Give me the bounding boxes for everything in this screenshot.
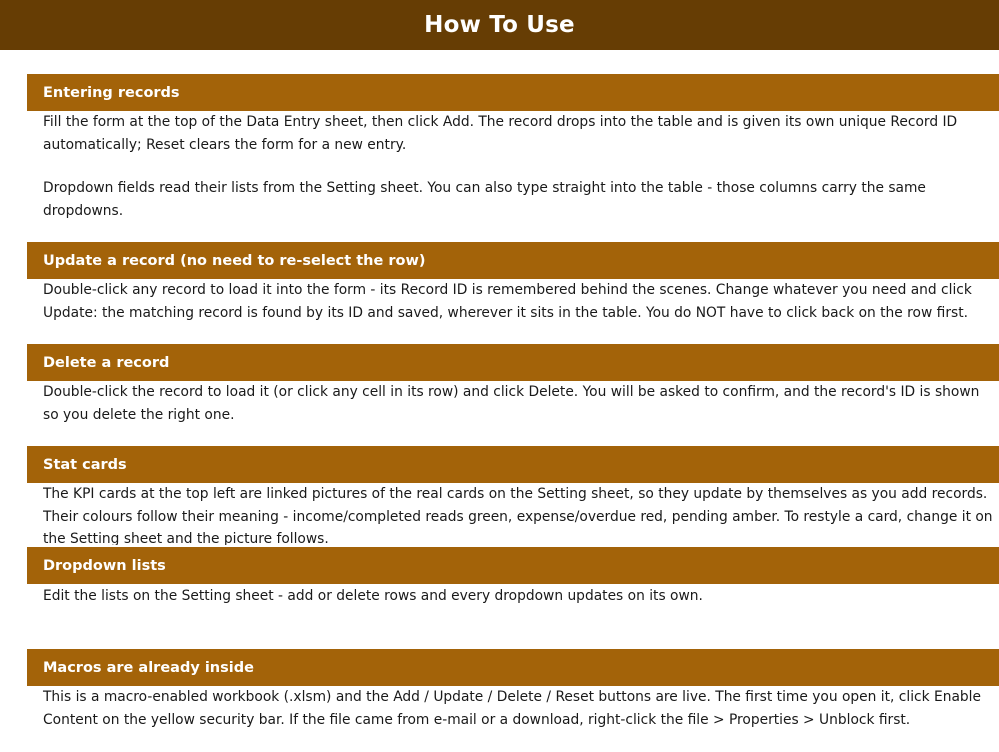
section-header-macros: Macros are already inside [27, 649, 999, 686]
entering-records-text-2: Dropdown fields read their lists from the Setting sheet. You can also type straight into the table - those columns carry the same dropdowns. [43, 180, 926, 219]
page-title: How To Use [0, 0, 999, 50]
update-record-text: Double-click any record to load it into the form - its Record ID is remembered behind the scenes. Change whatever you need and click Update: the matching record is found by its ID and saved, wherever it sits in the table. You do NOT have to click back on the row first. [43, 282, 972, 321]
section-header-delete-record: Delete a record [27, 344, 999, 381]
section-header-entering-records: Entering records [27, 74, 999, 111]
stat-cards-text: The KPI cards at the top left are linked pictures of the real cards on the Setting sheet, so they update by themselves as you add records. Their colours follow their meaning - income/completed reads green, expense/overdue red, pending amber. To restyle a card, change it on the Setting sheet and the picture follows. [43, 486, 993, 545]
section-header-stat-cards: Stat cards [27, 446, 999, 483]
entering-records-text-1: Fill the form at the top of the Data Entry sheet, then click Add. The record drops into the table and is given its own unique Record ID automatically; Reset clears the form for a new entry. [43, 114, 958, 153]
section-header-update-record: Update a record (no need to re-select the row) [27, 242, 999, 279]
delete-record-text: Double-click the record to load it (or click any cell in its row) and click Delete. You will be asked to confirm, and the record's ID is shown so you delete the right one. [43, 384, 980, 423]
section-header-dropdown-lists: Dropdown lists [27, 547, 999, 584]
macros-text: This is a macro-enabled workbook (.xlsm) and the Add / Update / Delete / Reset buttons are live. The first time you open it, click Enable Content on the yellow security bar. If the file came from e-mail or a download, right-click the file > Properties > Unblock first. [43, 689, 981, 728]
dropdown-lists-text: Edit the lists on the Setting sheet - add or delete rows and every dropdown updates on its own. [43, 588, 703, 604]
